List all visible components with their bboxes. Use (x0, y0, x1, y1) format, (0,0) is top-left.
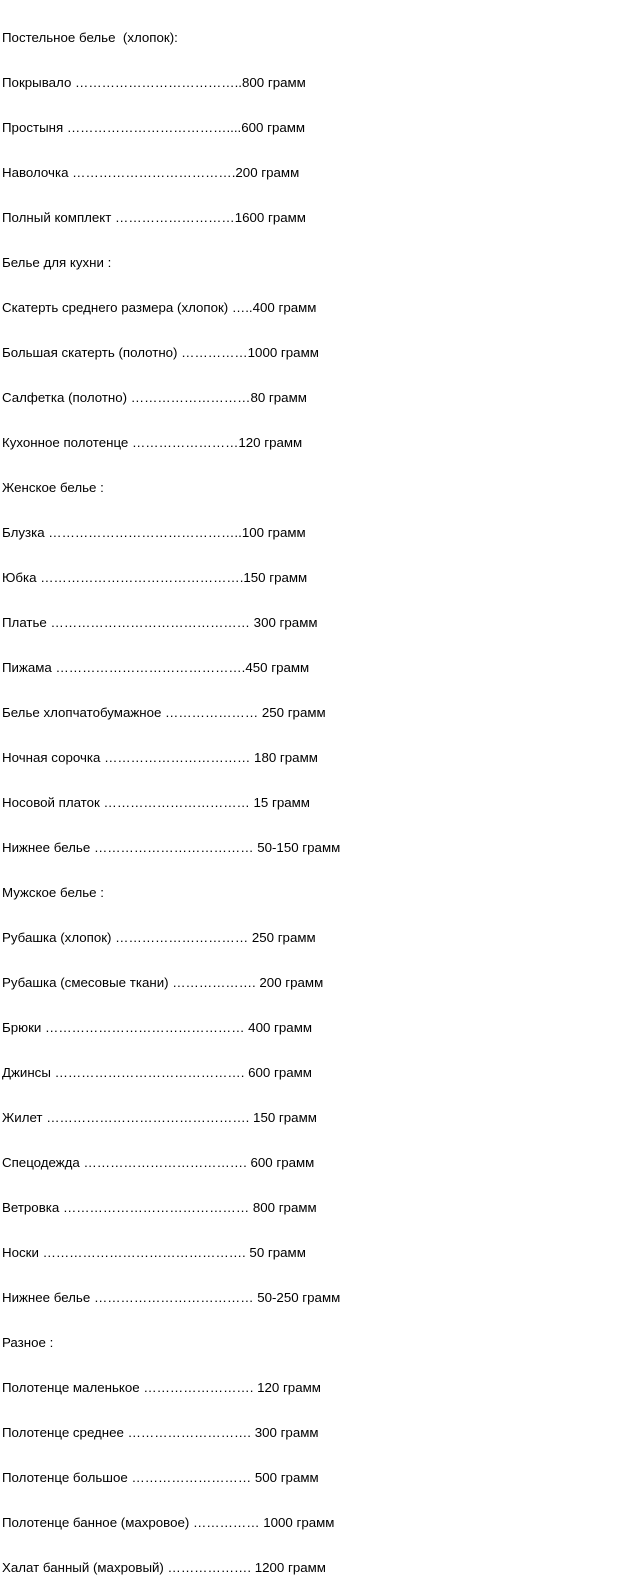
list-item: Полотенце большое ……………………… 500 грамм (2, 1470, 319, 1485)
list-item: Спецодежда ………………………………. 600 грамм (2, 1155, 315, 1170)
list-item: Простыня ………………………………....600 грамм (2, 120, 306, 135)
list-item: Скатерть среднего размера (хлопок) …..400 грамм (2, 300, 317, 315)
list-item: Полотенце банное (махровое) …………… 1000 грамм (2, 1515, 335, 1530)
list-item: Покрывало ………………………………..800 грамм (2, 75, 306, 90)
list-item: Рубашка (хлопок) ………………………… 250 грамм (2, 930, 316, 945)
list-item: Пижама …………………………………….450 грамм (2, 660, 310, 675)
list-item: Ветровка …………………………………… 800 грамм (2, 1200, 317, 1215)
list-item: Халат банный (махровый) ………………. 1200 грамм (2, 1560, 326, 1575)
list-item: Кухонное полотенце ……………………120 грамм (2, 435, 303, 450)
section-heading-mens-clothing: Мужское белье : (2, 885, 104, 900)
list-item: Блузка ……………………………………..100 грамм (2, 525, 306, 540)
list-item: Платье ……………………………………… 300 грамм (2, 615, 318, 630)
list-item: Полотенце маленькое ……………………. 120 грамм (2, 1380, 321, 1395)
list-item: Большая скатерть (полотно) ……………1000 грамм (2, 345, 319, 360)
section-heading-bed-linen: Постельное белье (хлопок): (2, 30, 178, 45)
list-item: Жилет ………………………………………. 150 грамм (2, 1110, 317, 1125)
list-item: Салфетка (полотно) ………………………80 грамм (2, 390, 307, 405)
list-item: Носки ………………………………………. 50 грамм (2, 1245, 306, 1260)
list-item: Рубашка (смесовые ткани) ………………. 200 грамм (2, 975, 324, 990)
list-item: Носовой платок …………………………… 15 грамм (2, 795, 310, 810)
list-item: Джинсы ……………………………………. 600 грамм (2, 1065, 312, 1080)
list-item: Юбка ……………………………………….150 грамм (2, 570, 308, 585)
section-heading-womens-clothing: Женское белье : (2, 480, 104, 495)
list-item: Белье хлопчатобумажное ………………… 250 грамм (2, 705, 326, 720)
list-item: Ночная сорочка …………………………… 180 грамм (2, 750, 318, 765)
list-item: Полотенце среднее ………………………. 300 грамм (2, 1425, 319, 1440)
list-item: Нижнее белье ……………………………… 50-250 грамм (2, 1290, 341, 1305)
list-item: Брюки ……………………………………… 400 грамм (2, 1020, 312, 1035)
list-item: Полный комплект ………………………1600 грамм (2, 210, 306, 225)
section-heading-miscellaneous: Разное : (2, 1335, 54, 1350)
list-item: Наволочка ……………………………….200 грамм (2, 165, 300, 180)
list-item: Нижнее белье ……………………………… 50-150 грамм (2, 840, 341, 855)
section-heading-kitchen-linen: Белье для кухни : (2, 255, 112, 270)
